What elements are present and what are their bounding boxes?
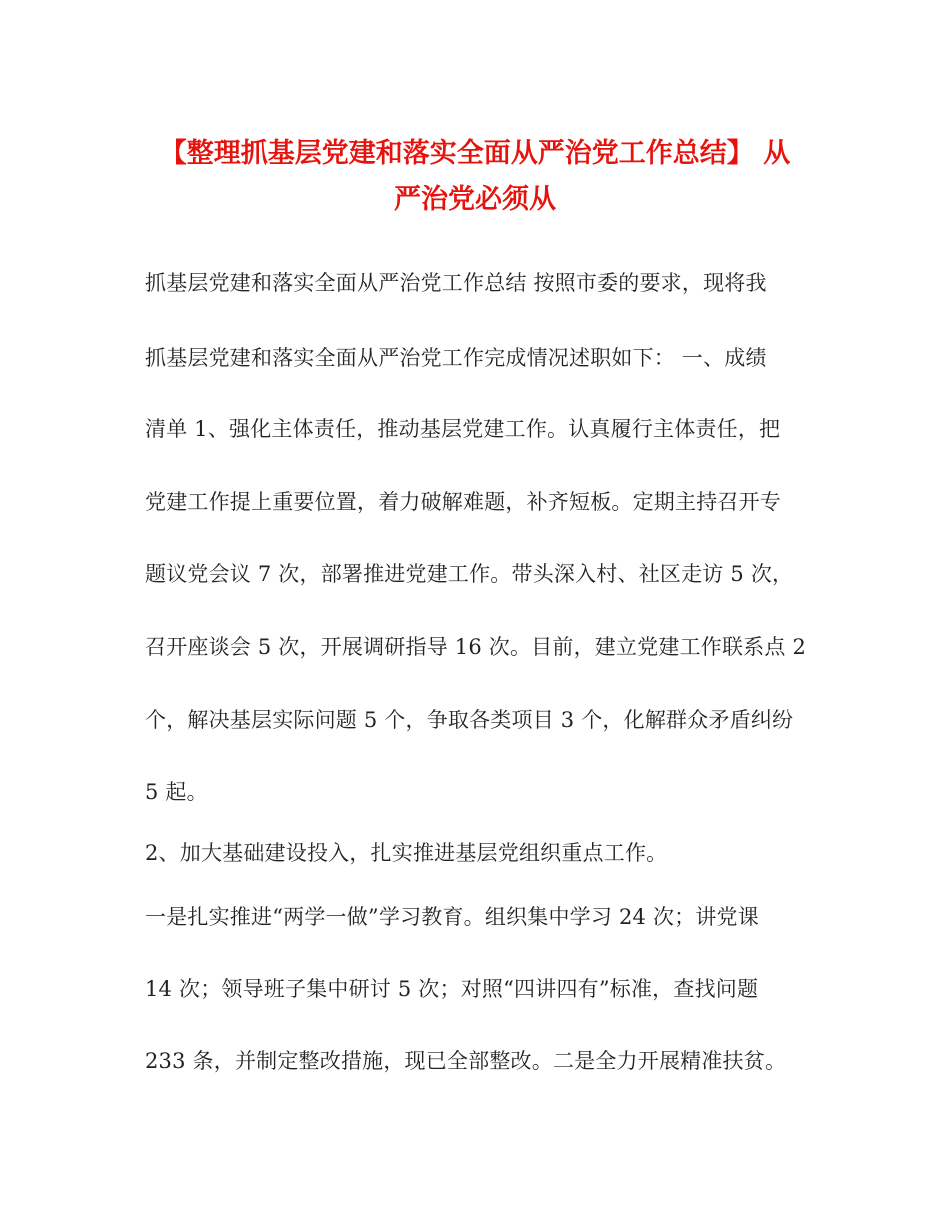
body-line-7: 个，解决基层实际问题 5 个，争取各类项目 3 个，化解群众矛盾纠纷 [145,708,794,732]
body-line-6: 召开座谈会 5 次，开展调研指导 16 次。目前，建立党建工作联系点 2 [145,635,807,659]
body-line-8: 5 起。 [145,780,208,804]
body-line-4: 党建工作提上重要位置，着力破解难题，补齐短板。定期主持召开专 [145,490,781,514]
body-line-3: 清单 1、强化主体责任，推动基层党建工作。认真履行主体责任，把 [145,417,781,441]
body-line-5: 题议党会议 7 次，部署推进党建工作。带头深入村、社区走访 5 次， [145,562,794,586]
body-line-9: 2、加大基础建设投入，扎实推进基层党组织重点工作。 [145,841,668,865]
body-line-11: 14 次；领导班子集中研讨 5 次；对照“四讲四有”标准，查找问题 [145,977,759,1001]
body-line-12: 233 条，并制定整改措施，现已全部整改。二是全力开展精准扶贫。 [145,1049,787,1073]
body-line-2: 抓基层党建和落实全面从严治党工作完成情况述职如下： 一、成绩 [145,346,767,370]
body-line-10: 一是扎实推进“两学一做”学习教育。组织集中学习 24 次；讲党课 [145,905,759,929]
body-line-1: 抓基层党建和落实全面从严治党工作总结 按照市委的要求，现将我 [145,271,767,295]
document-title-line-2: 严治党必须从 [394,184,556,215]
document-title-line-1: 【整理抓基层党建和落实全面从严治党工作总结】 从 [159,138,791,169]
